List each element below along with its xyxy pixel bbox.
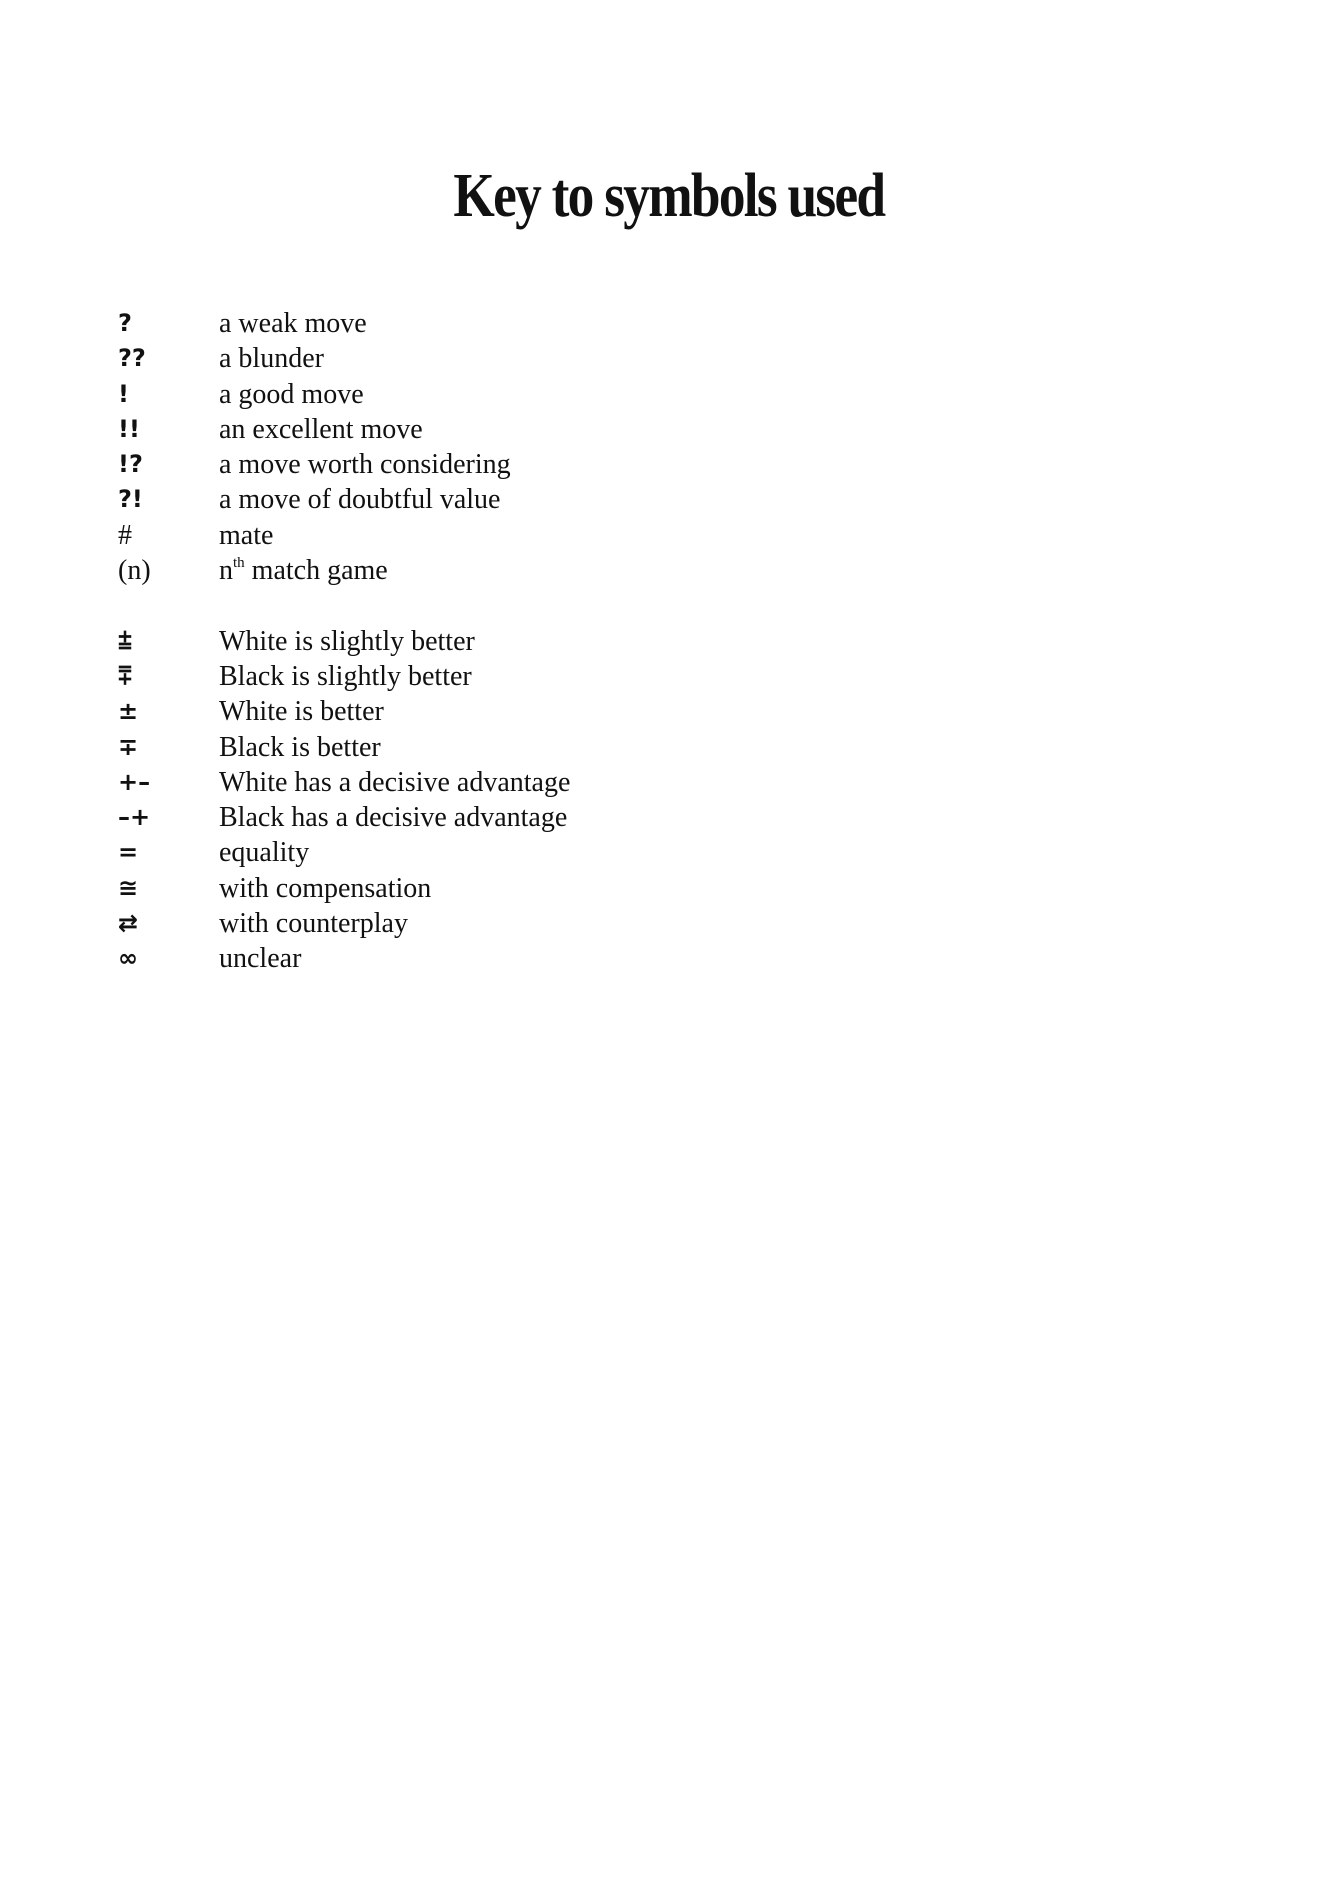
list-item — [118, 659, 918, 694]
symbol-meaning: a blunder — [219, 343, 324, 375]
meaning-superscript: th — [233, 555, 245, 572]
symbol-meaning: with counterplay — [219, 908, 408, 940]
symbol-key-list — [118, 306, 918, 977]
symbol: +– — [118, 767, 151, 796]
page-title: Key to symbols used — [453, 162, 885, 230]
symbol: !? — [118, 450, 143, 479]
symbol: = — [118, 838, 139, 867]
symbol: !! — [118, 414, 140, 443]
list-item — [118, 694, 918, 729]
list-item — [118, 906, 918, 941]
meaning-suffix: match game — [244, 555, 388, 587]
symbol-meaning: White is slightly better — [219, 625, 475, 657]
symbol-meaning: a move of doubtful value — [219, 484, 501, 516]
symbol-meaning: White is better — [219, 696, 384, 728]
symbol-meaning: White has a decisive advantage — [219, 766, 571, 798]
symbol-meaning: with compensation — [219, 872, 432, 904]
list-item — [118, 835, 918, 870]
symbol: (n) — [118, 555, 151, 587]
symbol-meaning: a weak move — [219, 308, 367, 339]
symbol: ∓ — [118, 732, 139, 761]
list-item — [118, 341, 918, 376]
symbol: ?! — [118, 485, 143, 514]
meaning-prefix: n — [219, 555, 233, 587]
list-item — [118, 553, 918, 588]
symbol: ! — [118, 379, 129, 408]
symbol: ⩲ — [118, 626, 133, 655]
list-item — [118, 730, 918, 765]
symbol: ?? — [118, 344, 146, 373]
symbol-meaning: an excellent move — [219, 413, 423, 445]
symbol: ± — [118, 697, 139, 726]
symbol-meaning: Black is better — [219, 731, 381, 763]
symbol-meaning: mate — [219, 519, 274, 551]
symbol: ∞ — [118, 944, 138, 973]
symbol-meaning: a move worth considering — [219, 449, 511, 481]
list-item — [118, 518, 918, 553]
symbol-meaning: Black is slightly better — [219, 660, 472, 692]
list-item — [118, 765, 918, 800]
list-item — [118, 377, 918, 412]
list-item — [118, 800, 918, 835]
list-item — [118, 941, 918, 976]
symbol: ≅ — [118, 873, 139, 902]
list-item — [118, 482, 918, 517]
list-item — [118, 871, 918, 906]
list-item — [118, 412, 918, 447]
symbol: ⩱ — [118, 661, 133, 690]
symbol-meaning — [219, 553, 388, 588]
symbol-meaning: equality — [219, 837, 310, 869]
list-item — [118, 624, 918, 659]
section-spacer — [118, 588, 918, 623]
symbol-meaning: a good move — [219, 378, 364, 410]
symbol: # — [118, 519, 132, 551]
symbol: ⇄ — [118, 909, 139, 938]
symbol-meaning: unclear — [219, 943, 302, 975]
list-item — [118, 447, 918, 482]
symbol-meaning: Black has a decisive advantage — [219, 802, 568, 834]
symbol: –+ — [118, 803, 151, 832]
symbol: ? — [118, 309, 132, 337]
list-item — [118, 306, 918, 341]
